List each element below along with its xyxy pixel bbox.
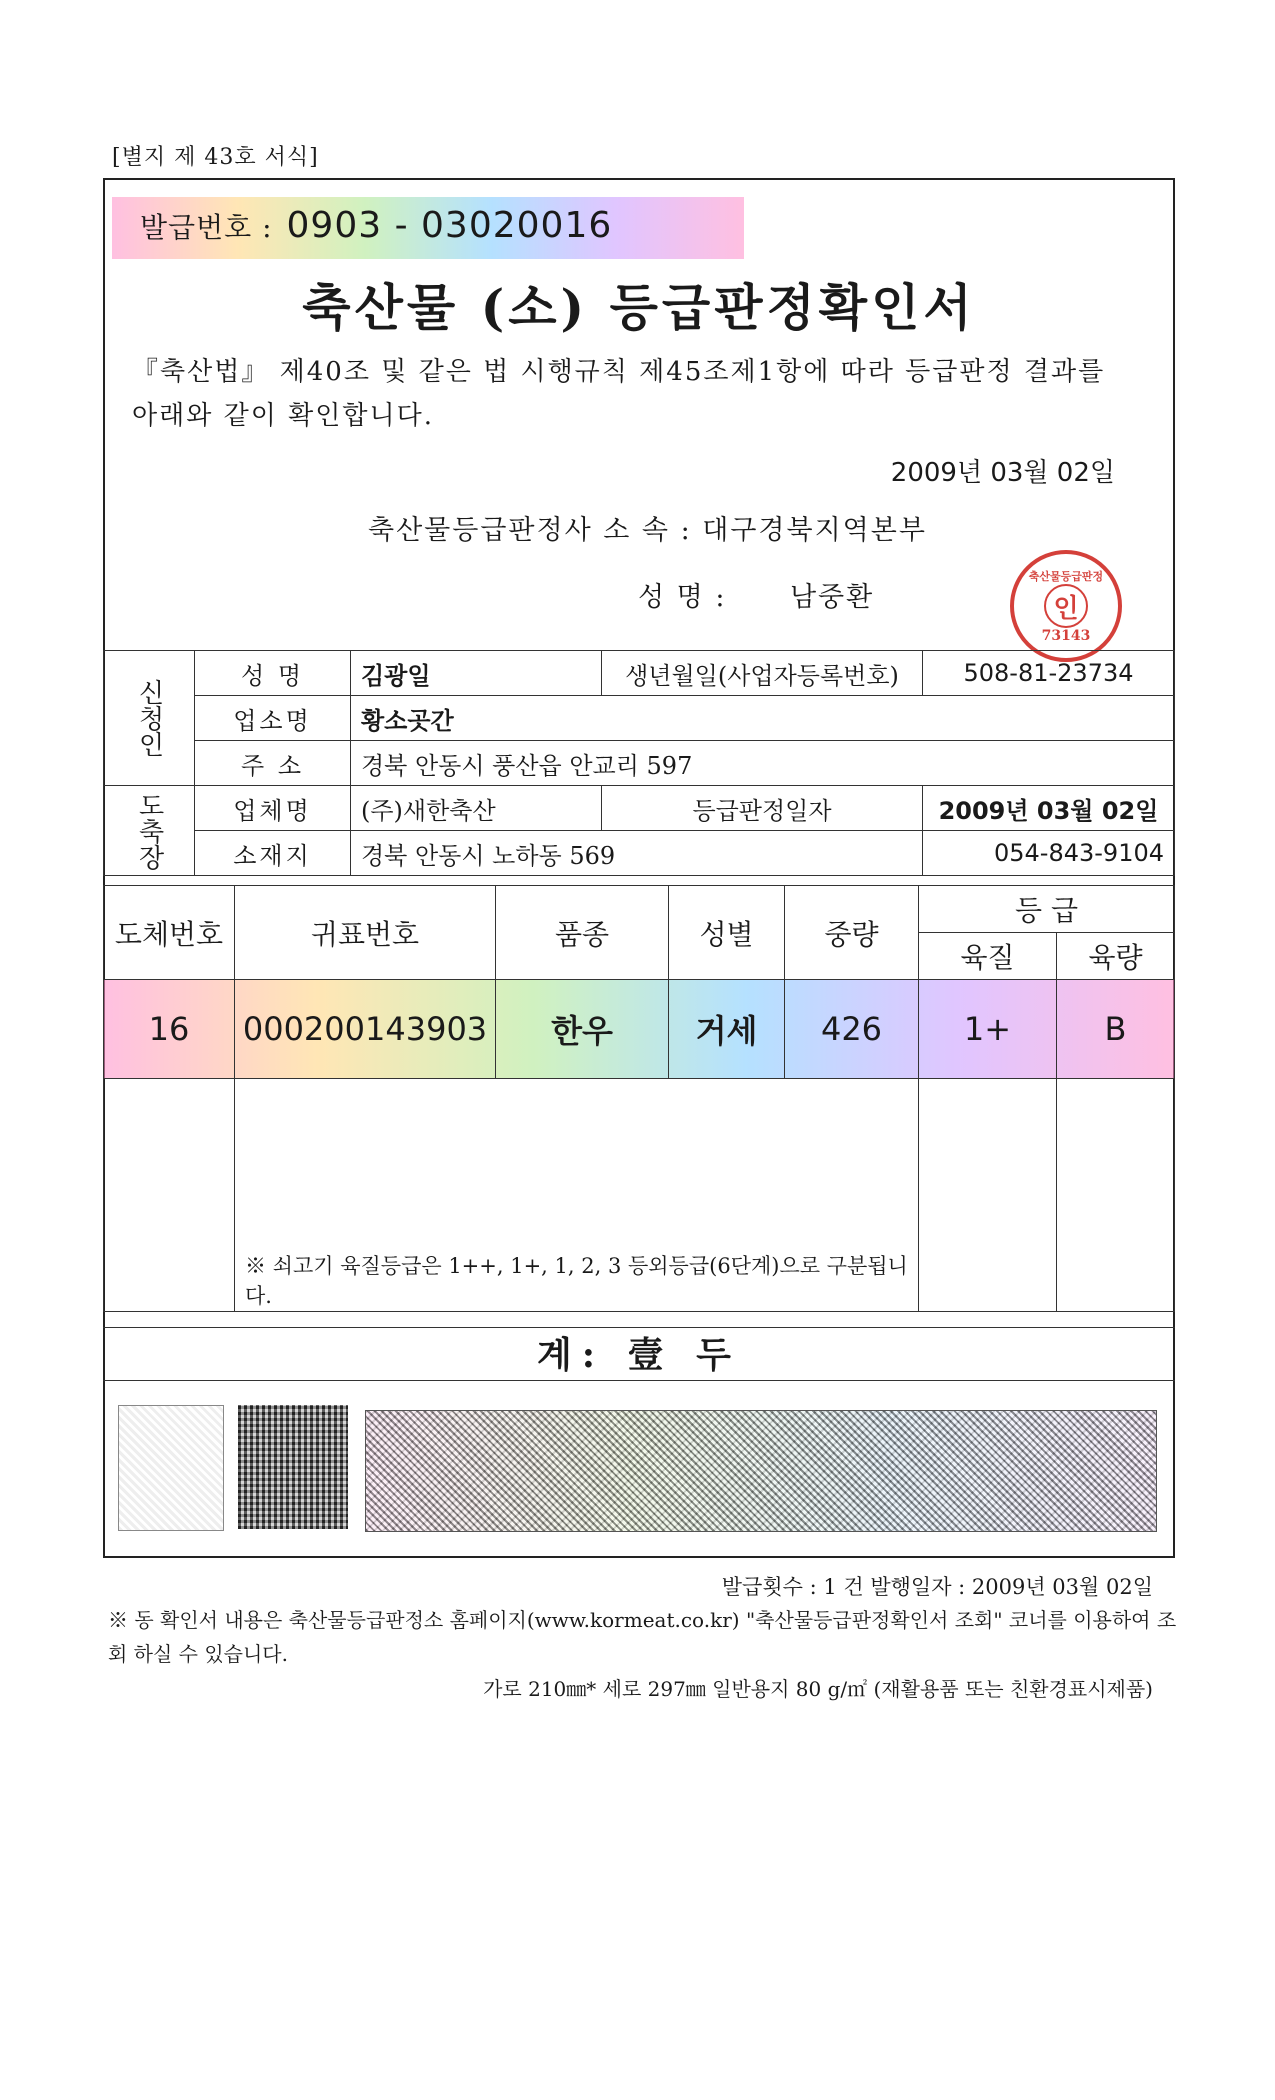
sex-header: 성별: [669, 886, 785, 980]
document-title: 축산물 (소) 등급판정확인서: [302, 278, 976, 337]
grade-date-label: 등급판정일자: [602, 786, 923, 831]
breed-header: 품종: [496, 886, 669, 980]
paper-spec: 가로 210㎜* 세로 297㎜ 일반용지 80 g/㎡ (재활용품 또는 친환경표시제품): [483, 1677, 1153, 1701]
verification-notice: ※ 동 확인서 내용은 축산물등급판정소 홈페이지(www.kormeat.co.kr) "축산물등급판정확인서 조회" 코너를 이용하여 조회 하실 수 있습니다.: [108, 1608, 1177, 1666]
slaughterhouse-phone: 054-843-9104: [923, 831, 1175, 876]
ear-tag-number: 000200143903: [235, 980, 496, 1079]
grade-note: ※ 쇠고기 육질등급은 1++, 1+, 1, 2, 3 등외등급(6단계)으로 구분됩니다.: [235, 1079, 919, 1312]
weight-value: 426: [785, 980, 919, 1079]
registration-number: 508-81-23734: [923, 651, 1175, 696]
business-name: 황소곳간: [351, 696, 1175, 741]
quality-grade-header: 육질: [919, 933, 1057, 980]
seal-top-text: 축산물등급판정: [1028, 570, 1104, 583]
blank-cell-3: [1057, 1079, 1175, 1312]
blank-cell-2: [919, 1079, 1057, 1312]
grader-affiliation: [368, 508, 927, 547]
issue-number-label: 발급번호 :: [140, 211, 273, 244]
issue-number: [140, 205, 612, 246]
grade-data-row: [104, 980, 1175, 1079]
intro-text: 『축산법』 제40조 및 같은 법 시행규칙 제45조제1항에 따라 등급판정 결과를 아래와 같이 확인합니다.: [132, 357, 1106, 431]
birth-label: 생년월일(사업자등록번호): [602, 651, 923, 696]
applicant-info-table: [103, 650, 1175, 876]
carcass-number-header: 도체번호: [104, 886, 235, 980]
location-label: 소재지: [195, 831, 351, 876]
name-label: 성 명: [195, 651, 351, 696]
breed-value: 한우: [496, 980, 669, 1079]
company-name: (주)새한축산: [351, 786, 602, 831]
seal-bottom-text: 73143: [1041, 628, 1091, 644]
blank-row: [104, 1079, 1175, 1312]
company-label: 업체명: [195, 786, 351, 831]
quality-grade-value: 1+: [919, 980, 1057, 1079]
grade-date: 2009년 03월 02일: [923, 786, 1175, 831]
address-label: 주 소: [195, 741, 351, 786]
grader-name-value: 남중환: [789, 582, 875, 613]
slaughterhouse-side-label: 도축장: [104, 786, 195, 876]
seal-center-text: 인: [1044, 584, 1088, 628]
grader-affiliation-label: 축산물등급판정사 소 속 :: [368, 515, 692, 546]
ear-tag-header: 귀표번호: [235, 886, 496, 980]
security-pattern-overlay: [238, 1405, 348, 1529]
business-label: 업소명: [195, 696, 351, 741]
grade-result-table: [103, 885, 1175, 1312]
blank-cell-1: [104, 1079, 235, 1312]
2d-barcode-icon: [365, 1410, 1157, 1532]
yield-grade-value: B: [1057, 980, 1175, 1079]
grader-affiliation-value: 대구경북지역본부: [702, 515, 927, 546]
applicant-name: 김광일: [351, 651, 602, 696]
barcode-pattern-icon: [118, 1405, 224, 1531]
grade-header: 등 급: [919, 886, 1175, 933]
carcass-number: 16: [104, 980, 235, 1079]
weight-header: 중량: [785, 886, 919, 980]
grader-name: [638, 575, 874, 614]
yield-grade-header: 육량: [1057, 933, 1175, 980]
slaughterhouse-location: 경북 안동시 노하동 569: [351, 831, 923, 876]
issue-count-and-date: 발급횟수 : 1 건 발행일자 : 2009년 03월 02일: [721, 1575, 1153, 1599]
total-count: 계: 壹 두: [103, 1327, 1175, 1381]
applicant-address: 경북 안동시 풍산읍 안교리 597: [351, 741, 1175, 786]
official-seal: [1010, 550, 1122, 662]
sex-value: 거세: [669, 980, 785, 1079]
applicant-side-label: 신청인: [104, 651, 195, 786]
confirmation-date: 2009년 03월 02일: [890, 458, 1115, 488]
form-number-label: [별지 제 43호 서식]: [112, 145, 319, 170]
grader-name-label: 성 명 :: [638, 582, 727, 613]
issue-number-value: 0903 - 03020016: [286, 205, 613, 246]
